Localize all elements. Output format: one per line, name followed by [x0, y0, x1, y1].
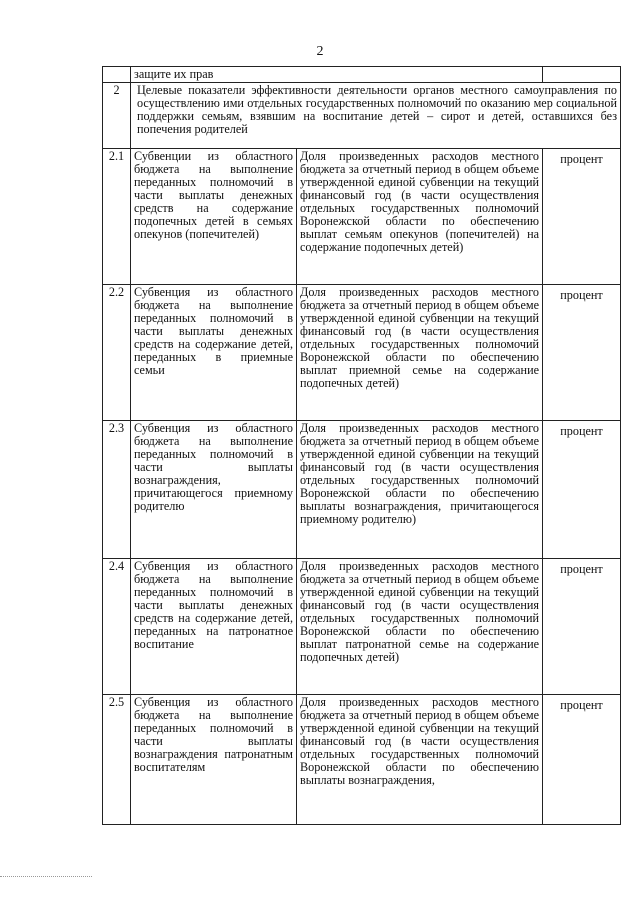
- unit-cell: процент: [543, 559, 621, 695]
- row-number: 2.4: [103, 559, 131, 695]
- row-number: 2.1: [103, 149, 131, 285]
- table-row: [103, 149, 621, 285]
- top-row-text: защите их прав: [131, 67, 543, 83]
- section-title: Целевые показатели эффективности деятельности органов местного самоуправления по осуществлению ими отдельных государственных полномочий по оказанию мер социальной поддержки семьям, взявшим на воспитание детей – сирот и детей, оставшихся без попечения родителей: [131, 83, 621, 149]
- page-number: 2: [316, 44, 324, 59]
- subvention-name: Субвенции из областного бюджета на выполнение переданных полномочий в части выплаты денежных средств на содержание подопечных детей в семьях опекунов (попечителей): [131, 149, 297, 285]
- subvention-name: Субвенция из областного бюджета на выполнение переданных полномочий в части выплаты денежных средств на содержание детей, переданных на патронатное воспитание: [131, 559, 297, 695]
- subvention-name: Субвенция из областного бюджета на выполнение переданных полномочий в части выплаты вознаграждения патронатным воспитателям: [131, 695, 297, 825]
- indicators-table: [102, 66, 621, 825]
- unit-cell: процент: [543, 149, 621, 285]
- subvention-name: Субвенция из областного бюджета на выполнение переданных полномочий в части выплаты денежных средств на содержание детей, переданных в приемные семьи: [131, 285, 297, 421]
- table-row: [103, 559, 621, 695]
- row-number: 2.5: [103, 695, 131, 825]
- footer-divider: [0, 876, 92, 877]
- indicator-text: Доля произведенных расходов местного бюджета за отчетный период в общем объеме утвержденной единой субвенции на текущий финансовый год (в части осуществления отдельных государственных полномочий Воронежской области по обеспечению выплат приемной семье на содержание подопечных детей): [297, 285, 543, 421]
- indicator-text: Доля произведенных расходов местного бюджета за отчетный период в общем объеме утвержденной единой субвенции на текущий финансовый год (в части осуществления отдельных государственных полномочий Воронежской области по обеспечению выплат семьям опекунов (попечителей) на содержание подопечных детей): [297, 149, 543, 285]
- indicator-text: Доля произведенных расходов местного бюджета за отчетный период в общем объеме утвержденной единой субвенции на текущий финансовый год (в части осуществления отдельных государственных полномочий Воронежской области по обеспечению выплат патронатной семье на содержание подопечных детей): [297, 559, 543, 695]
- table-row: [103, 421, 621, 559]
- section-number: 2: [103, 83, 131, 149]
- indicator-text: Доля произведенных расходов местного бюджета за отчетный период в общем объеме утвержденной единой субвенции на текущий финансовый год (в части осуществления отдельных государственных полномочий Воронежской области по обеспечению выплаты вознаграждения, причитающегося приемному родителю): [297, 421, 543, 559]
- table-row: [103, 285, 621, 421]
- table-row-top: [103, 67, 621, 83]
- row-number: 2.2: [103, 285, 131, 421]
- subvention-name: Субвенция из областного бюджета на выполнение переданных полномочий в части выплаты вознаграждения, причитающегося приемному родителю: [131, 421, 297, 559]
- unit-cell: процент: [543, 285, 621, 421]
- indicator-text: Доля произведенных расходов местного бюджета за отчетный период в общем объеме утвержденной единой субвенции на текущий финансовый год (в части осуществления отдельных государственных полномочий Воронежской области по обеспечению выплаты вознаграждения,: [297, 695, 543, 825]
- unit-cell: процент: [543, 421, 621, 559]
- unit-cell: процент: [543, 695, 621, 825]
- unit-cell: [543, 67, 621, 83]
- row-number-cell: [103, 67, 131, 83]
- table-row: [103, 695, 621, 825]
- section-row: [103, 83, 621, 149]
- row-number: 2.3: [103, 421, 131, 559]
